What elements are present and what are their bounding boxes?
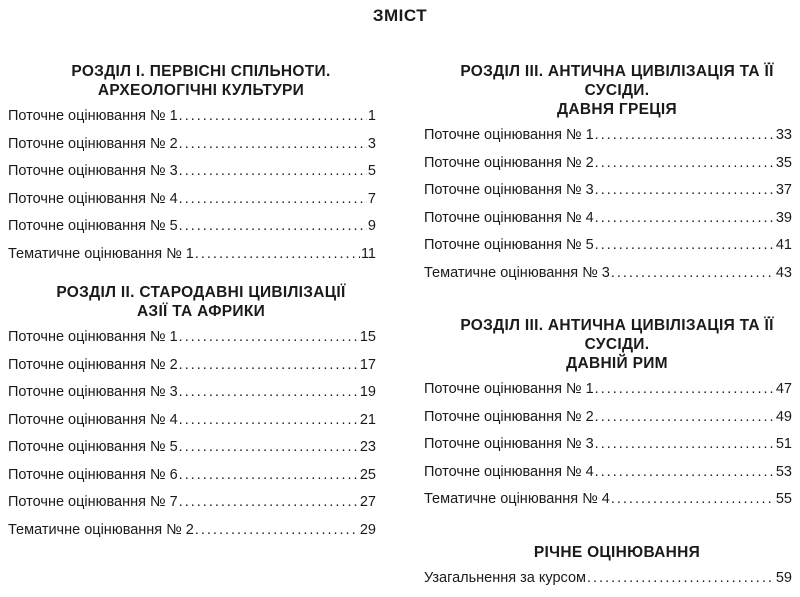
toc-entry[interactable] [8, 522, 376, 550]
toc-entry-label: Тематичне оцінювання № 4 [424, 491, 610, 507]
dot-leader [179, 412, 359, 428]
toc-entry[interactable] [424, 491, 792, 519]
toc-entry-page: 51 [776, 436, 792, 452]
section-gap [8, 273, 376, 283]
toc-list-section-2 [8, 329, 376, 549]
dot-leader [595, 381, 775, 397]
dot-leader [611, 491, 775, 507]
toc-entry-label: Поточне оцінювання № 1 [8, 108, 178, 124]
toc-column-right [424, 62, 792, 597]
toc-entry-page: 55 [776, 491, 792, 507]
section-heading-line: РОЗДІЛ І. ПЕРВІСНІ СПІЛЬНОТИ. [26, 62, 376, 81]
dot-leader [595, 182, 775, 198]
toc-entry-label: Поточне оцінювання № 2 [8, 357, 178, 373]
section-heading-4 [424, 316, 792, 373]
toc-entry[interactable] [424, 409, 792, 437]
toc-entry-page: 17 [360, 357, 376, 373]
toc-entry[interactable] [8, 329, 376, 357]
toc-entry-page: 5 [368, 163, 376, 179]
toc-entry-label: Поточне оцінювання № 3 [8, 163, 178, 179]
toc-entry[interactable] [8, 191, 376, 219]
toc-entry[interactable] [8, 108, 376, 136]
section-heading-line: АЗІЇ ТА АФРИКИ [26, 302, 376, 321]
toc-entry-label: Поточне оцінювання № 1 [8, 329, 178, 345]
toc-entry-label: Поточне оцінювання № 5 [8, 439, 178, 455]
toc-entry[interactable] [8, 163, 376, 191]
dot-leader [179, 439, 359, 455]
dot-leader [179, 163, 367, 179]
dot-leader [179, 108, 367, 124]
toc-entry-page: 11 [361, 246, 376, 262]
section-heading-5 [424, 543, 792, 562]
toc-entry[interactable] [8, 439, 376, 467]
toc-entry[interactable] [8, 357, 376, 385]
toc-entry-page: 59 [776, 570, 792, 586]
toc-entry-page: 9 [368, 218, 376, 234]
toc-list-section-3 [424, 127, 792, 292]
dot-leader [595, 436, 775, 452]
toc-entry[interactable] [424, 127, 792, 155]
toc-entry[interactable] [8, 467, 376, 495]
dot-leader [179, 494, 359, 510]
dot-leader [179, 136, 367, 152]
section-heading-line: ДАВНІЙ РИМ [442, 354, 792, 373]
toc-entry-page: 37 [776, 182, 792, 198]
toc-entry[interactable] [424, 381, 792, 409]
toc-entry[interactable] [424, 182, 792, 210]
section-heading-line: РІЧНЕ ОЦІНЮВАННЯ [442, 543, 792, 562]
toc-entry-label: Поточне оцінювання № 4 [8, 412, 178, 428]
toc-entry-label: Поточне оцінювання № 3 [8, 384, 178, 400]
page-title: ЗМІСТ [0, 6, 800, 26]
section-heading-line: АРХЕОЛОГІЧНІ КУЛЬТУРИ [26, 81, 376, 100]
toc-entry-page: 47 [776, 381, 792, 397]
dot-leader [595, 210, 775, 226]
dot-leader [595, 127, 775, 143]
section-heading-1 [8, 62, 376, 100]
toc-entry-label: Поточне оцінювання № 1 [424, 381, 594, 397]
section-gap [424, 292, 792, 316]
toc-entry-label: Поточне оцінювання № 4 [424, 464, 594, 480]
toc-entry-label: Поточне оцінювання № 3 [424, 182, 594, 198]
dot-leader [179, 191, 367, 207]
toc-entry-page: 43 [776, 265, 792, 281]
toc-column-left [8, 62, 376, 549]
toc-entry-page: 25 [360, 467, 376, 483]
dot-leader [595, 409, 775, 425]
toc-list-section-1 [8, 108, 376, 273]
section-heading-line: ДАВНЯ ГРЕЦІЯ [442, 100, 792, 119]
toc-entry-page: 3 [368, 136, 376, 152]
toc-entry-page: 7 [368, 191, 376, 207]
toc-entry-page: 53 [776, 464, 792, 480]
toc-entry-label: Поточне оцінювання № 3 [424, 436, 594, 452]
toc-entry-label: Поточне оцінювання № 1 [424, 127, 594, 143]
toc-entry[interactable] [424, 570, 792, 597]
dot-leader [179, 329, 359, 345]
toc-entry[interactable] [424, 436, 792, 464]
toc-entry[interactable] [8, 384, 376, 412]
toc-entry[interactable] [424, 155, 792, 183]
toc-entry-page: 15 [360, 329, 376, 345]
dot-leader [195, 522, 359, 538]
toc-entry-page: 41 [776, 237, 792, 253]
toc-entry-label: Поточне оцінювання № 2 [424, 155, 594, 171]
toc-entry-label: Поточне оцінювання № 2 [8, 136, 178, 152]
dot-leader [179, 357, 359, 373]
toc-list-section-5 [424, 570, 792, 597]
dot-leader [595, 155, 775, 171]
toc-entry[interactable] [8, 136, 376, 164]
toc-entry[interactable] [8, 494, 376, 522]
toc-entry-page: 27 [360, 494, 376, 510]
dot-leader [179, 467, 359, 483]
toc-entry[interactable] [8, 246, 376, 274]
toc-entry-label: Поточне оцінювання № 5 [424, 237, 594, 253]
toc-entry-label: Тематичне оцінювання № 1 [8, 246, 194, 262]
dot-leader [179, 218, 367, 234]
toc-list-section-4 [424, 381, 792, 519]
toc-entry-page: 23 [360, 439, 376, 455]
dot-leader [195, 246, 360, 262]
section-heading-line: РОЗДІЛ ІІІ. АНТИЧНА ЦИВІЛІЗАЦІЯ ТА ЇЇ СУСІДИ. [442, 62, 792, 100]
section-heading-line: РОЗДІЛ ІІІ. АНТИЧНА ЦИВІЛІЗАЦІЯ ТА ЇЇ СУСІДИ. [442, 316, 792, 354]
toc-entry-label: Поточне оцінювання № 7 [8, 494, 178, 510]
toc-entry-page: 19 [360, 384, 376, 400]
dot-leader [595, 464, 775, 480]
toc-entry-label: Поточне оцінювання № 2 [424, 409, 594, 425]
toc-entry[interactable] [424, 464, 792, 492]
toc-entry-label: Тематичне оцінювання № 3 [424, 265, 610, 281]
toc-entry[interactable] [424, 265, 792, 293]
toc-entry-page: 29 [360, 522, 376, 538]
toc-entry-label: Поточне оцінювання № 4 [8, 191, 178, 207]
section-heading-3 [424, 62, 792, 119]
toc-entry-page: 33 [776, 127, 792, 143]
section-gap [424, 519, 792, 543]
toc-entry-label: Поточне оцінювання № 4 [424, 210, 594, 226]
toc-entry-page: 49 [776, 409, 792, 425]
toc-entry-page: 39 [776, 210, 792, 226]
toc-entry-label: Узагальнення за курсом [424, 570, 586, 586]
toc-entry-page: 35 [776, 155, 792, 171]
dot-leader [611, 265, 775, 281]
toc-entry-label: Тематичне оцінювання № 2 [8, 522, 194, 538]
dot-leader [179, 384, 359, 400]
section-heading-line: РОЗДІЛ ІІ. СТАРОДАВНІ ЦИВІЛІЗАЦІЇ [26, 283, 376, 302]
dot-leader [595, 237, 775, 253]
toc-entry[interactable] [424, 237, 792, 265]
toc-entry[interactable] [424, 210, 792, 238]
toc-entry[interactable] [8, 412, 376, 440]
toc-entry-page: 21 [360, 412, 376, 428]
toc-entry-page: 1 [368, 108, 376, 124]
section-heading-2 [8, 283, 376, 321]
toc-entry-label: Поточне оцінювання № 6 [8, 467, 178, 483]
toc-entry[interactable] [8, 218, 376, 246]
dot-leader [587, 570, 775, 586]
toc-entry-label: Поточне оцінювання № 5 [8, 218, 178, 234]
